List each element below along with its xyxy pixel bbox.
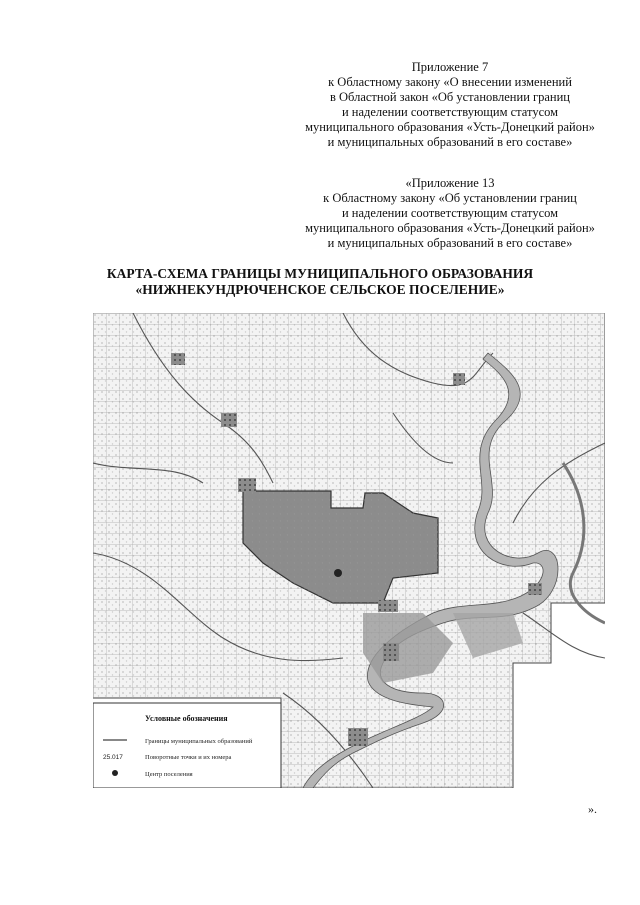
appendix-7-header <box>280 60 620 150</box>
appendix-13-title: «Приложение 13 <box>405 176 495 190</box>
map-title-line-2: «НИЖНЕКУНДРЮЧЕНСКОЕ СЕЛЬСКОЕ ПОСЕЛЕНИЕ» <box>135 282 505 297</box>
appendix-13-line: и муниципальных образований в его составе» <box>327 236 573 250</box>
appendix-7-line: муниципального образования «Усть-Донецкий район» <box>305 120 595 134</box>
appendix-7-line: и наделении соответствующим статусом <box>341 105 559 119</box>
appendix-13-line: и наделении соответствующим статусом <box>341 206 559 220</box>
legend-item-label: Центр поселения <box>145 771 193 778</box>
legend-heading: Условные обозначения <box>145 714 228 723</box>
map-scheme <box>93 313 605 788</box>
settlement-center-marker <box>334 569 342 577</box>
legend-point-number-symbol: 25.017 <box>103 754 123 761</box>
legend <box>93 703 281 788</box>
appendix-7-line: и муниципальных образований в его составе» <box>327 135 573 149</box>
legend-center-dot-symbol <box>112 770 118 776</box>
closing-quote-mark: ». <box>588 802 597 816</box>
appendix-7-line: в Областной закон «Об установлении границ <box>329 90 570 104</box>
appendix-13-line: к Областному закону «Об установлении границ <box>323 191 577 205</box>
appendix-7-line: к Областному закону «О внесении изменений <box>328 75 572 89</box>
legend-item-label: Поворотные точки и их номера <box>145 754 232 761</box>
map-title <box>40 266 600 298</box>
map-title-line-1: КАРТА-СХЕМА ГРАНИЦЫ МУНИЦИПАЛЬНОГО ОБРАЗОВАНИЯ <box>106 266 534 281</box>
appendix-13-header <box>280 176 620 251</box>
legend-item-label: Границы муниципальных образований <box>145 738 253 745</box>
appendix-7-title: Приложение 7 <box>411 60 489 74</box>
appendix-13-line: муниципального образования «Усть-Донецкий район» <box>305 221 595 235</box>
